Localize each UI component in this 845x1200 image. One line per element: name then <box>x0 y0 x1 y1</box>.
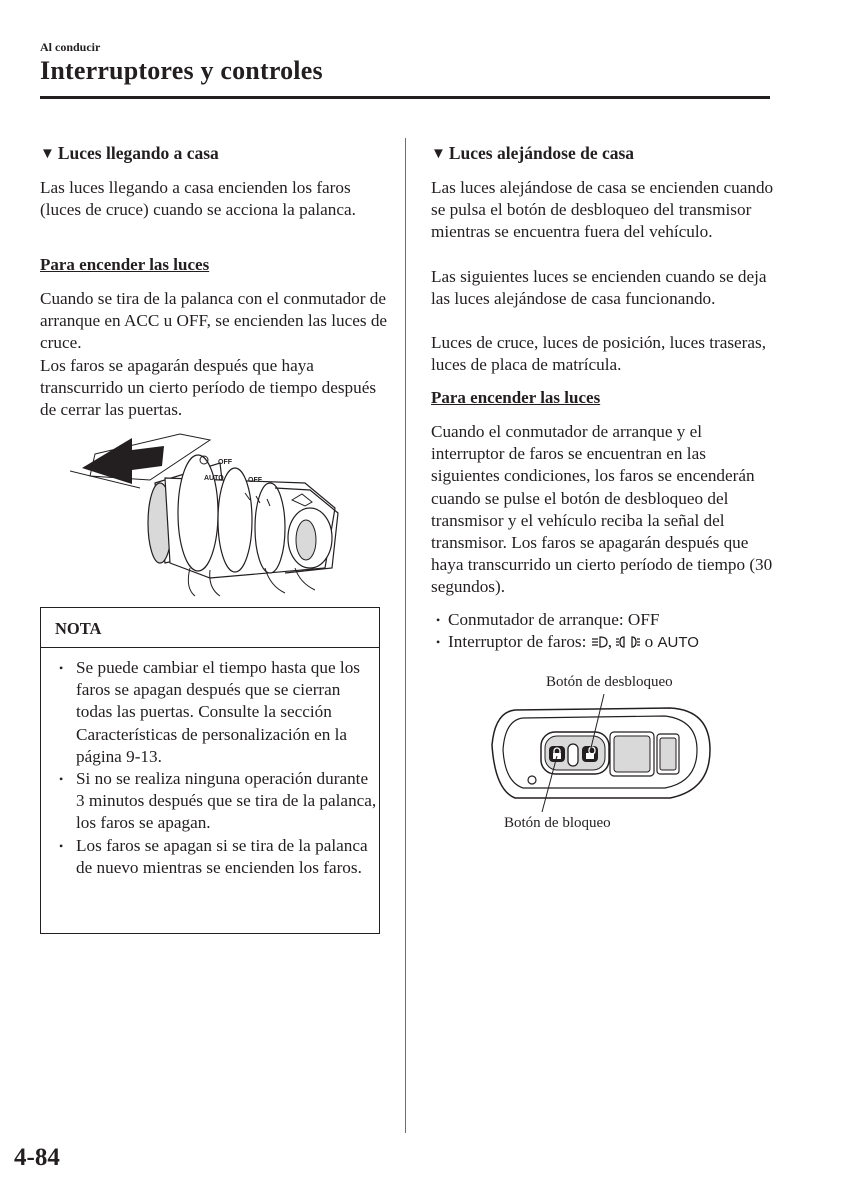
note-header <box>41 608 379 648</box>
left-para1: Cuando se tira de la palanca con el conmutador de arranque en ACC u OFF, se encienden las luces de cruce. <box>40 289 388 353</box>
page-title: Interruptores y controles <box>40 56 323 85</box>
note-label: NOTA <box>55 619 102 638</box>
condition-item-label: Interruptor de faros: <box>448 632 591 652</box>
right-subheading: Para encender las luces <box>431 388 601 407</box>
note-box <box>40 607 380 934</box>
auto-text: AUTO <box>657 634 699 652</box>
condition-list <box>436 609 776 654</box>
right-para4: Cuando el conmutador de arranque y el interruptor de faros se encuentran en las siguientes condiciones, los faros se encenderán cuando se pulse el botón de desbloqueo del transmisor y el vehículo reciba la señal del transmisor. Los faros se apagarán después que haya transcurrido un cierto período de tiempo (30 segundos). <box>431 422 773 597</box>
note-item: • Los faros se apagan si se tira de la palanca de nuevo mientras se encienden los faros. <box>59 835 377 879</box>
position-light-icon <box>616 635 640 649</box>
column-divider <box>405 138 406 1133</box>
left-subheading: Para encender las luces <box>40 255 210 274</box>
right-para2: Las siguientes luces se encienden cuando se deja las luces alejándose de casa funcionando. <box>431 267 767 309</box>
right-para3: Luces de cruce, luces de posición, luces traseras, luces de placa de matrícula. <box>431 333 767 375</box>
note-item: • Si no se realiza ninguna operación durante 3 minutos después que se tira de la palanca, los faros se apagan. <box>59 768 377 835</box>
note-item: • Se puede cambiar el tiempo hasta que los faros se apagan después que se cierran todas las puertas. Consulte la sección Características de personalización en la página 9-13. <box>59 657 377 768</box>
svg-text:OFF: OFF <box>248 477 262 484</box>
svg-text:AUTO: AUTO <box>204 475 224 482</box>
left-intro: Las luces llegando a casa encienden los faros (luces de cruce) cuando se acciona la palanca. <box>40 178 356 220</box>
condition-item <box>436 631 776 654</box>
lock-button-label: Botón de bloqueo <box>504 815 611 831</box>
key-fob-figure <box>485 690 715 815</box>
icon-or-text: o <box>640 632 658 652</box>
section-label: Al conducir <box>40 40 101 54</box>
svg-text:OFF: OFF <box>218 459 232 466</box>
condition-item: • Conmutador de arranque: OFF <box>436 609 776 631</box>
right-para1: Las luces alejándose de casa se encienden cuando se pulsa el botón de desbloqueo del transmisor mientras se encuentra fuera del vehículo. <box>431 178 774 242</box>
low-beam-icon <box>591 635 608 649</box>
triangle-marker-icon: ▼ <box>431 146 446 162</box>
lock-button-icon <box>549 746 565 762</box>
page-number: 4-84 <box>14 1144 60 1171</box>
triangle-marker-icon: ▼ <box>40 146 55 162</box>
unlock-button-label: Botón de desbloqueo <box>546 674 673 690</box>
unlock-button-icon <box>582 746 598 762</box>
headlight-lever-figure <box>70 428 360 598</box>
right-heading: ▼ Luces alejándose de casa <box>431 143 635 163</box>
note-list <box>59 657 377 879</box>
left-heading: ▼ Luces llegando a casa <box>40 143 219 163</box>
left-para2: Los faros se apagarán después que haya transcurrido un cierto período de tiempo después de cerrar las puertas. <box>40 356 377 420</box>
icon-separator: , <box>607 632 617 652</box>
title-rule <box>40 96 770 99</box>
